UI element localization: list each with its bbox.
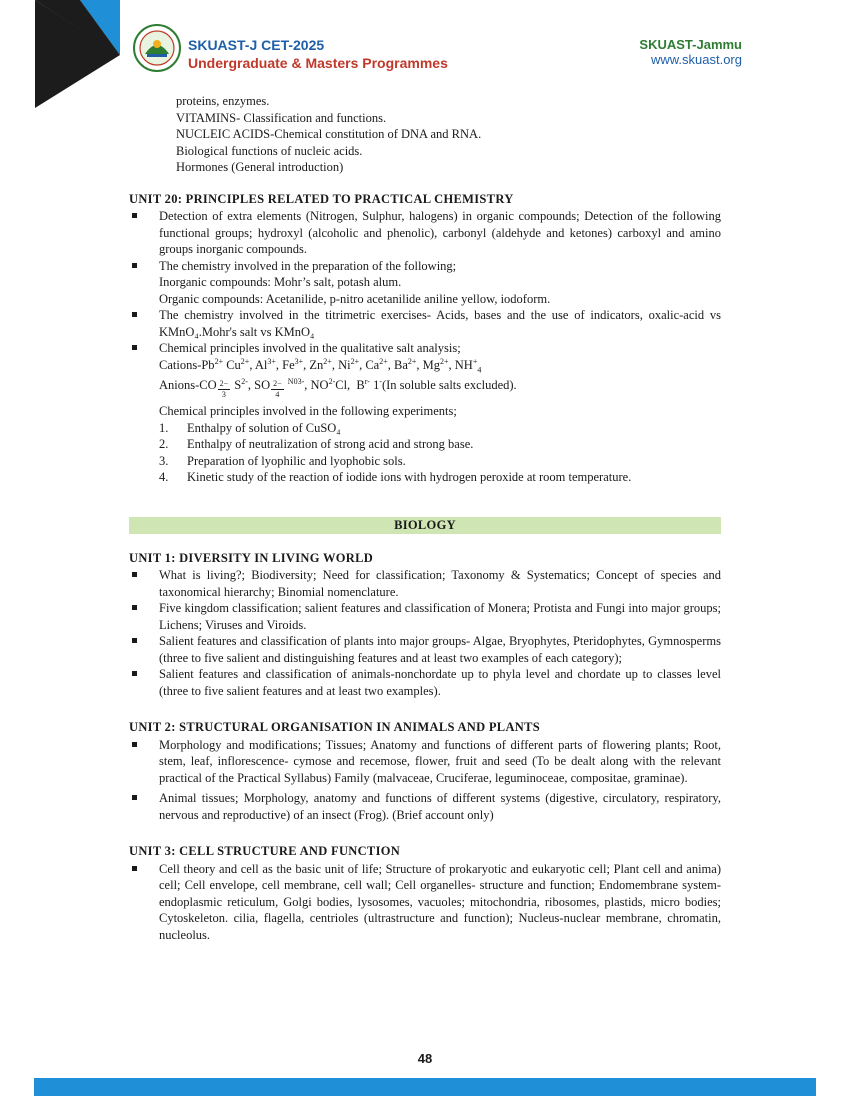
list-item: What is living?; Biodiversity; Need for classification; Taxonomy & Systematics; Concept of species and taxonomical hierarchy; Binomial nomenclature. <box>129 567 721 600</box>
unit-20-heading: UNIT 20: PRINCIPLES RELATED TO PRACTICAL CHEMISTRY <box>129 191 514 206</box>
list-item: The chemistry involved in the titrimetric exercises- Acids, bases and the use of indicators, oxalic-acid vs KMnO₄.Mohr's salt vs KMnO₄ <box>129 307 721 340</box>
list-item-text: The chemistry involved in the preparation of the following; <box>159 258 457 273</box>
list-item: Five kingdom classification; salient features and classification of Monera; Protista and Fungi into major groups; Lichens; Viruses and Viroids. <box>129 600 721 633</box>
org-website-link[interactable]: www.skuast.org <box>650 52 742 67</box>
list-item: Morphology and modifications; Tissues; Anatomy and functions of different parts of flowering plants; Root, stem, leaf, inflorescence- cymose and recemose, flower, fruit and seed (To be dealt along with the relevant practical of the Practical Syllabus) Family (malvaceae, Cruciferae, leguminoceae, compositae, graminae). <box>129 737 721 787</box>
unit-2-heading: UNIT 2: STRUCTURAL ORGANISATION IN ANIMALS AND PLANTS <box>129 720 540 734</box>
list-item: Cell theory and cell as the basic unit of life; Structure of prokaryotic and eukaryotic cell; Plant cell and anima) cell; Cell envelope, cell membrane, cell wall; Cell organelles- structure and function; Endomembrane system-endoplasmic reticulum, Golgi bodies, lysosomes, vacuoles; mitochondria, ribosomes, plastids, micro bodies; Cytoskeleton. cilia, flagella, centrioles (ultrastructure and function); Nucleus-nuclear membrane, chromatin, nucleolus. <box>129 861 721 944</box>
org-name: SKUAST-Jammu <box>639 37 742 52</box>
experiment-item: 1. Enthalpy of solution of CuSO₄ <box>159 420 341 435</box>
cations-line: Cations-$Pb^{2+}$ $Cu^{2+}$, $Al^{3+}$, $Fe^{3+}$, $Zn^{2+}$, $Ni^{2+}$, $Ca^{2+}$, $Ba^{2+}$, $Mg^{2+}$, $NH^+_4$ <box>159 356 482 374</box>
exam-subtitle: Undergraduate & Masters Programmes <box>188 55 448 71</box>
list-item: Animal tissues; Morphology, anatomy and functions of different systems (digestive, circulatory, respiratory, nervous and reproductive) of an insect (Frog). (Brief account only) <box>129 790 721 823</box>
continued-line: NUCLEIC ACIDS-Chemical constitution of DNA and RNA. <box>176 127 482 141</box>
org-block <box>639 37 742 67</box>
experiments-list <box>159 420 721 486</box>
continued-line: proteins, enzymes. <box>176 94 270 108</box>
unit-20-list <box>129 208 721 486</box>
list-item-text: Inorganic compounds: Mohr’s salt, potash alum. <box>159 275 402 289</box>
university-seal-icon <box>133 24 181 72</box>
document-body <box>129 93 721 943</box>
footer-bar <box>34 1078 816 1096</box>
list-item-text: Chemical principles involved in the qualitative salt analysis; <box>159 341 461 355</box>
unit-2-list <box>129 737 721 824</box>
continued-line: VITAMINS- Classification and functions. <box>176 110 387 125</box>
list-item: Detection of extra elements (Nitrogen, Sulphur, halogens) in organic compounds; Detection of the following functional groups; hydroxyl (alcoholic and phenolic), carbonyl (aldehyde and ketones) carboxyl and amino groups inorganic compounds. <box>129 208 721 258</box>
experiment-item: 3. Preparation of lyophilic and lyophobic sols. <box>159 453 406 468</box>
list-item <box>129 258 721 308</box>
exam-title: SKUAST-J CET-2025 <box>188 37 325 53</box>
page-number: 48 <box>417 1051 433 1066</box>
corner-decoration <box>0 0 130 110</box>
unit-3-heading: UNIT 3: CELL STRUCTURE AND FUNCTION <box>129 844 401 858</box>
continued-list <box>129 93 721 176</box>
unit-3-list <box>129 861 721 944</box>
list-item: Salient features and classification of animals-nonchordate up to phyla level and chordate up to classes level (three to five salient features and at least two examples). <box>129 666 721 699</box>
anions-line: Anions-CO $\frac{2-}{3}$ $S^{2-}$, SO $\frac{2-}{4}$ $^{N03-}$, $NO^{2-}Cl$, $B^{r-}$ 1-(In soluble salts excluded). <box>159 376 517 399</box>
experiment-item: 4. Kinetic study of the reaction of iodide ions with hydrogen peroxide at room temperature. <box>159 470 632 484</box>
continued-line: Hormones (General introduction) <box>176 160 344 174</box>
list-item-text: Organic compounds: Acetanilide, p-nitro acetanilide aniline yellow, iodoform. <box>159 291 551 306</box>
continued-line: Biological functions of nucleic acids. <box>176 143 363 158</box>
experiment-item: 2. Enthalpy of neutralization of strong acid and strong base. <box>159 437 474 451</box>
list-item <box>129 340 721 486</box>
unit-1-list <box>129 567 721 699</box>
list-item-text: Chemical principles involved in the following experiments; <box>159 404 457 418</box>
section-title-bar: BIOLOGY <box>129 517 721 534</box>
unit-1-heading: UNIT 1: DIVERSITY IN LIVING WORLD <box>129 550 374 565</box>
list-item: Salient features and classification of plants into major groups- Algae, Bryophytes, Pteridophytes, Gymnosperms (three to five salient and distinguishing features and at least two examples of each category); <box>129 633 721 666</box>
